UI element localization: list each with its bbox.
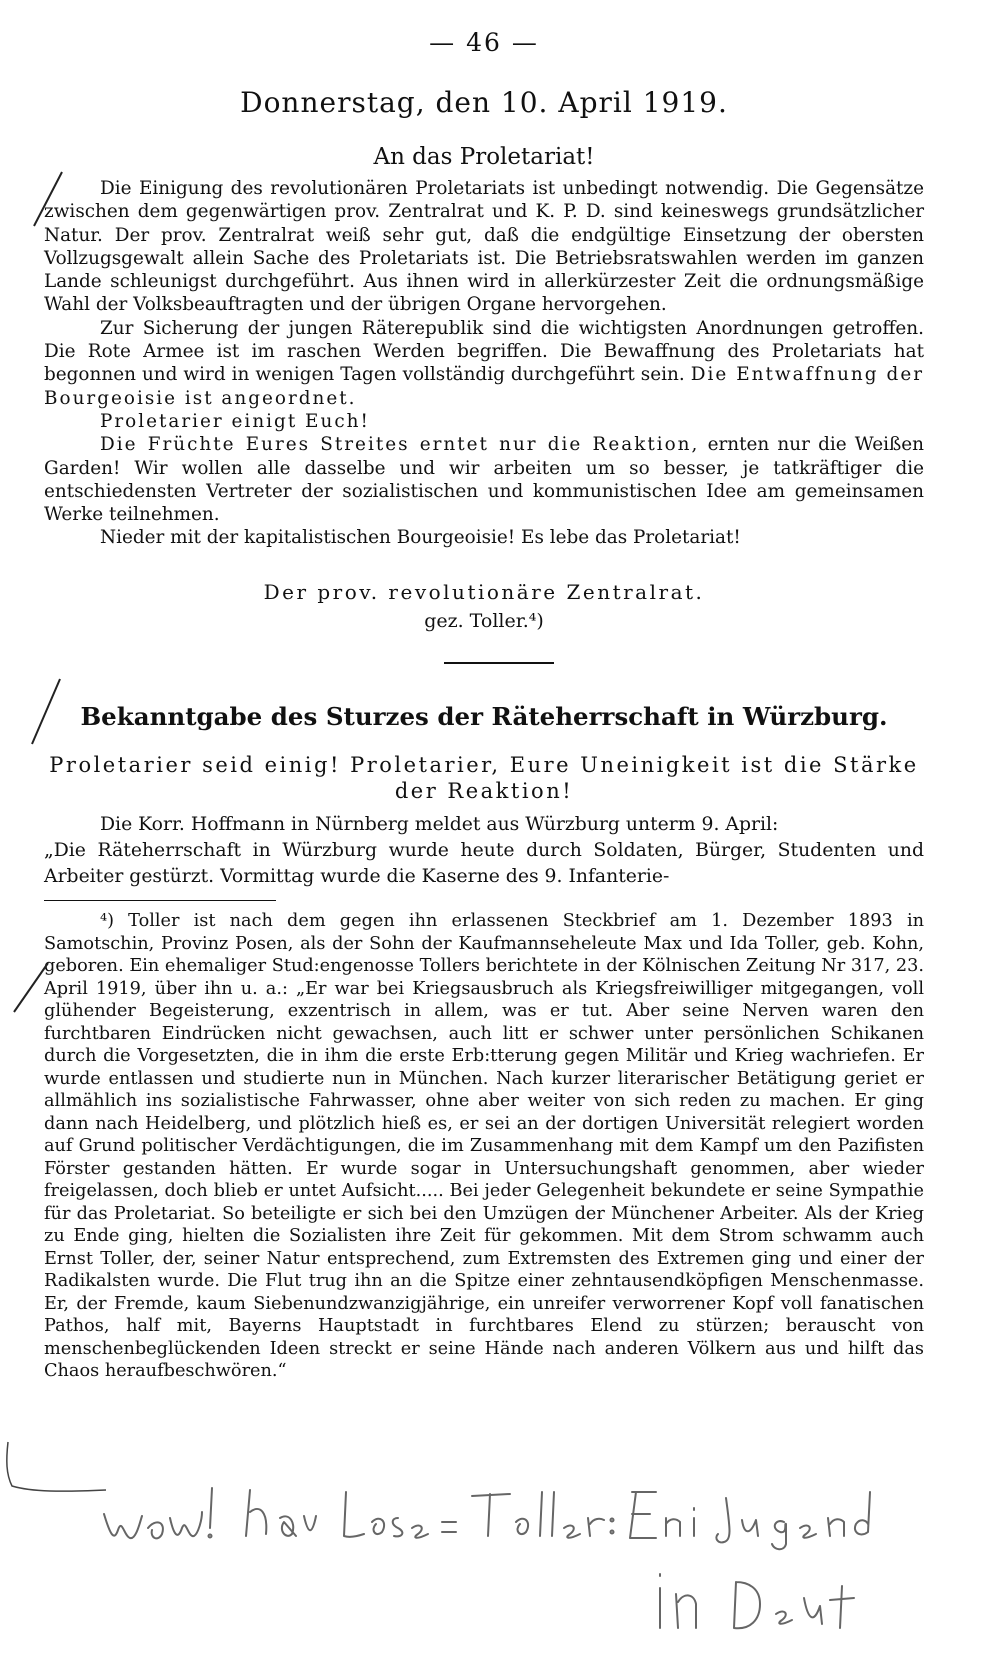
announcement-body (44, 812, 924, 890)
footnote-divider (44, 900, 276, 901)
handwritten-note (100, 1478, 920, 1658)
proclamation-body (44, 177, 924, 550)
proclamation-paragraph-4: Nieder mit der kapitalistischen Bourgeoisie! Es lebe das Proletariat! (100, 527, 741, 549)
proclamation-paragraph-3-text: ernten nur die Weißen Garden! Wir wollen alle dasselbe und wir arbeiten um so besser, je tatkräftiger die entschiedensten Vertreter der sozialistischen und kommunistischen Idee am gemeinsamen Werke teilnehmen. (44, 434, 924, 526)
proclamation-paragraph-2-text: Zur Sicherung der jungen Räterepublik sind die wichtigsten Anordnungen getroffen. Die Rote Armee ist im raschen Werden begriffen. Die Bewaffnung des Proletariats hat begonnen und wird in wenigen Tagen vollständig durchgeführt sein. (44, 317, 924, 386)
page-number: — 46 — (429, 28, 539, 57)
margin-slash-mark-3 (8, 960, 52, 1016)
proclamation-paragraph-2 (44, 317, 924, 410)
margin-slash-mark-2 (26, 676, 64, 748)
announcement-subheadline: Proletarier seid einig! Proletarier, Eure Uneinigkeit ist die Stärke der Reaktion! (49, 753, 919, 803)
proclamation-title: An das Proletariat! (373, 144, 595, 170)
announcement-paragraph-1: Die Korr. Hoffmann in Nürnberg meldet aus Würzburg unterm 9. April: (100, 814, 779, 835)
unity-appeal: Proletarier einigt Euch! (100, 410, 370, 432)
disarmament-order: Die Entwaffnung der Bourgeoisie ist angeordnet. (44, 364, 925, 409)
section-divider (444, 662, 554, 664)
signature-body: Der prov. revolutionäre Zentralrat. (263, 580, 705, 604)
proclamation-paragraph-3 (44, 433, 924, 526)
announcement-paragraph-2: „Die Räteherrschaft in Würzburg wurde heute durch Soldaten, Bürger, Studenten und Arbeiter gestürzt. Vormittag wurde die Kaserne des 9. Infanterie- (44, 840, 924, 887)
reaction-warning: Die Früchte Eures Streites erntet nur die Reaktion, (100, 434, 700, 456)
date-heading: Donnerstag, den 10. April 1919. (240, 86, 728, 119)
margin-slash-mark-1 (28, 168, 68, 230)
margin-bracket-mark (2, 1440, 112, 1500)
announcement-headline: Bekanntgabe des Sturzes der Räteherrschaft in Würzburg. (80, 702, 888, 731)
footnote-text: ⁴) Toller ist nach dem gegen ihn erlassenen Steckbrief am 1. Dezember 1893 in Samotschin, Provinz Posen, als der Sohn der Kaufmannseheleute Max und Ida Toller, geb. Kohn, geboren. Ein ehemaliger Stud:engenosse Tollers berichtete in der Kölnischen Zeitung Nr 317, 23. April 1919, über ihn u. a.: „Er war bei Kriegsausbruch als Kriegsfreiwilliger mitgegangen, voll glühender Begeisterung, exzentrisch in allem, was er tut. Aber seine Nerven waren den furchtbaren Eindrücken nicht gewachsen, auch litt er schwer unter persönlichen Schikanen durch die Vorgesetzten, die in ihm die erste Erb:tterung gegen Militär und Krieg wachriefen. Er wurde entlassen und studierte nun in München. Nach kurzer literarischer Betätigung geriet er allmählich ins sozialistische Fahrwasser, ohne aber weiter von sich reden zu machen. Er ging dann nach Heidelberg, und plötzlich hieß es, er sei an der dortigen Universität relegiert worden auf Grund politischer Verdächtigungen, die im Zusammenhang mit dem Kampf um den Pazifisten Förster gestanden hätten. Er wurde sogar in Untersuchungshaft genommen, aber wieder freigelassen, doch blieb er untet Aufsicht..... Bei jeder Gelegenheit bekundete er seine Sympathie für das Proletariat. So beteiligte er sich bei den Umzügen der Münchener Arbeiter. Als der Krieg zu Ende ging, hielten die Sozialisten ihre Zeit für gekommen. Mit dem Strom schwamm auch Ernst Toller, der, seiner Natur entsprechend, zum Extremsten des Extremen ging und einer der Radikalsten wurde. Die Flut trug ihn an die Spitze einer zehntausendköpfigen Menschenmasse. Er, der Fremde, kaum Siebenundzwanzigjährige, ein unreifer verworrener Kopf voll fanatischen Pathos, half mit, Bayerns Hauptstadt in furchtbares Elend zu stürzen; berauscht von menschenbeglückenden Ideen streckt er seine Hände nach anderen Völkern aus und hilft das Chaos heraufbeschwören.“ (44, 911, 924, 1381)
signature-name: gez. Toller.⁴) (424, 610, 544, 632)
proclamation-paragraph-1: Die Einigung des revolutionären Proletariats ist unbedingt notwendig. Die Gegensätze zwischen dem gegenwärtigen prov. Zentralrat und K. P. D. sind keineswegs grundsätzlicher Natur. Der prov. Zentralrat weiß sehr gut, daß die endgültige Einsetzung der obersten Vollzugsgewalt allein Sache des Proletariats ist. Die Betriebsratswahlen werden im ganzen Lande schleunigst durchgeführt. Aus ihnen wird in allerkürzester Zeit die ordnungsmäßige Wahl der Volksbeauftragten und der übrigen Organe hervorgehen. (44, 178, 924, 316)
footnote (44, 910, 924, 1383)
